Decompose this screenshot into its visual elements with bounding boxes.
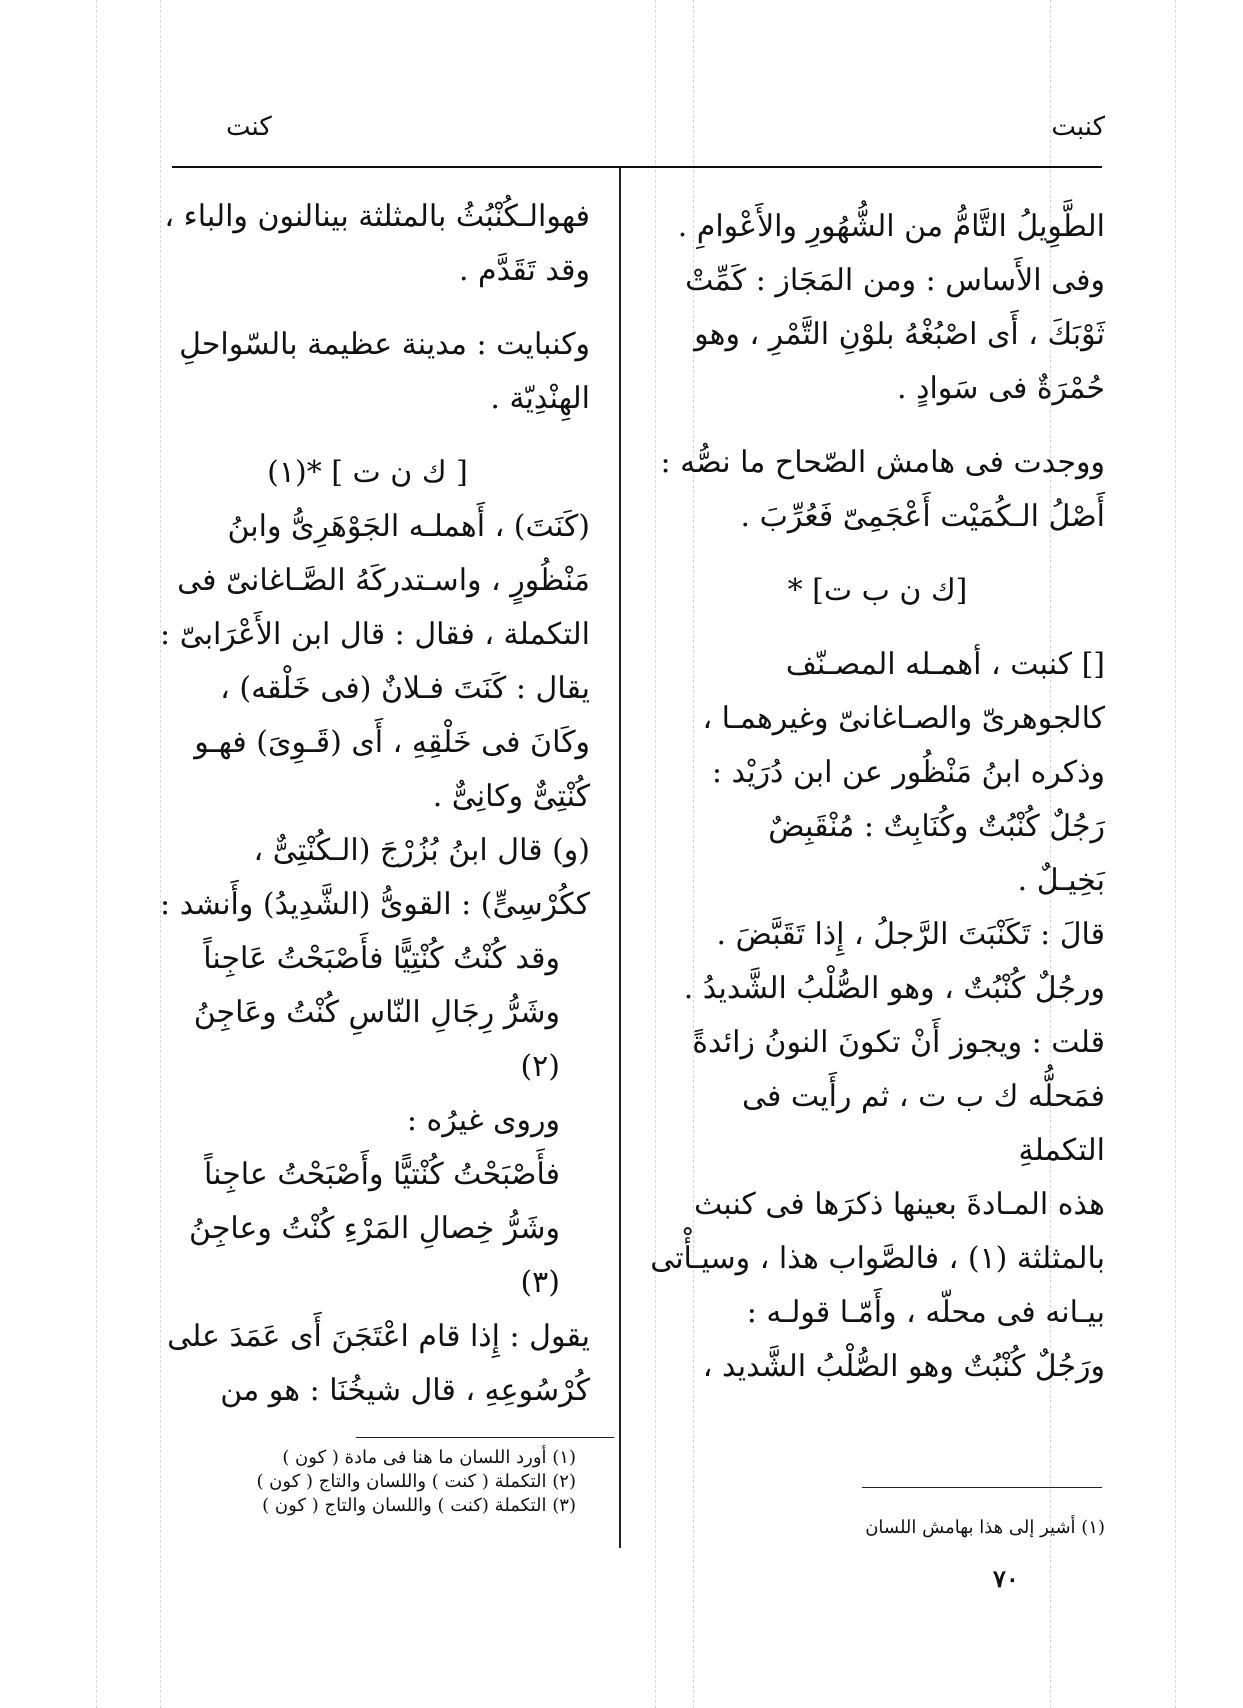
text-line: وكَانَ فى خَلْقِهِ ، أَى (قَـوِىَ) فهـو bbox=[194, 725, 590, 760]
text-line: فمَحلُّه ك ب ت ، ثم رأَيت فى التكملةِ bbox=[741, 1079, 1105, 1168]
page-number: ٧٠ bbox=[993, 1564, 1019, 1593]
text-line: فهوالـكُنْبُثُ بالمثلثة بينالنون والباء ، bbox=[164, 199, 590, 234]
right-column bbox=[650, 200, 1105, 1394]
text-line: بَخِيـلٌ . bbox=[1017, 863, 1105, 898]
text-line: التكملة ، فقال : قال ابن الأَعْرَابىّ : bbox=[160, 617, 590, 652]
verse-line: وشَرُّ خِصالِ المَرْءِ كُنْتُ وعاجِنُ (٣) bbox=[188, 1211, 560, 1300]
column-divider bbox=[619, 168, 621, 1548]
text-line: ورَجُلٌ كُنْبُتٌ وهو الصُّلْبُ الشَّديد ، bbox=[702, 1349, 1105, 1384]
text-line: ووجدت فى هامش الصّحاح ما نصُّه : bbox=[660, 445, 1105, 480]
text-line: هذه المـادةَ بعينها ذكرَها فى كنبث bbox=[693, 1187, 1105, 1222]
header-rule bbox=[172, 166, 1102, 168]
text-line: رَجُلٌ كُنْبُتٌ وكُنَابِتٌ : مُنْقَبِضٌ bbox=[768, 809, 1105, 844]
text-line: وكنبايت : مدينة عظيمة بالسّواحلِ bbox=[179, 327, 590, 362]
entry-heading: [ك ن ب ت] * bbox=[787, 573, 968, 608]
text-line: الطَّوِيلُ التَّامُّ من الشُّهُورِ والأَعْوامِ . bbox=[677, 209, 1105, 244]
entry-heading: [ ك ن ت ] *(١) bbox=[267, 455, 468, 490]
footnotes-right bbox=[665, 1516, 1105, 1540]
text-line: بيـانه فى محلّه ، وأَمّـا قولـه : bbox=[746, 1295, 1105, 1330]
text-line: وروى غيرُه : bbox=[406, 1103, 560, 1138]
verse-line: فأَصْبَحْتُ كُنْتيًّا وأَصْبَحْتُ عاجِناً bbox=[204, 1157, 560, 1192]
text-line: كُرْسُوعِهِ ، قال شيخُنَا : هو من bbox=[220, 1373, 590, 1408]
text-line: (كَنَتَ) ، أَهملـه الجَوْهَرِىُّ وابنُ bbox=[227, 509, 590, 544]
text-line: ثَوْبَكَ ، أَى اصْبُغْهُ بلوْنِ التَّمْرِ ، وهو bbox=[694, 317, 1105, 352]
text-line: يقول : إِذا قام اعْتَجَنَ أَى عَمَدَ على bbox=[167, 1319, 590, 1354]
footnote: (٣) التكملة (كنت ) واللسان والتاج ( كون ) bbox=[262, 1495, 576, 1516]
text-line: يقال : كَنَتَ فـلانٌ (فى خَلْقه) ، bbox=[220, 671, 590, 706]
footnote-rule bbox=[862, 1487, 1102, 1488]
text-line: ككُرْسِىٍّ) : القوىُّ (الشَّدِيدُ) وأَنشد : bbox=[160, 887, 590, 922]
text-line: حُمْرَةٌ فى سَوادٍ . bbox=[897, 371, 1105, 406]
verse-line: وقد كُنْتُ كُنْتِيًّا فأَصْبَحْتُ عَاجِناً bbox=[203, 941, 560, 976]
text-line: وذكره ابنُ مَنْظُور عن ابن دُرَيْد : bbox=[711, 755, 1105, 790]
text-line: وقد تَقَدَّم . bbox=[458, 253, 590, 288]
running-header-left: كنت bbox=[226, 112, 272, 142]
text-line: كالجوهرىّ والصـاغانىّ وغيرهمـا ، bbox=[702, 701, 1105, 736]
text-line: أَصْلُ الـكُمَيْت أَعْجَمِىّ فَعُرِّبَ . bbox=[740, 499, 1105, 534]
text-line: ورجُلٌ كُنْبُتٌ ، وهو الصُّلْبُ الشَّديدُ . bbox=[683, 971, 1105, 1006]
text-line: بالمثلثة (١) ، فالصَّواب هذا ، وسيـأْتى bbox=[650, 1241, 1105, 1276]
footnote: (٢) التكملة ( كنت ) واللسان والتاج ( كون ) bbox=[256, 1471, 576, 1492]
verse-line: وشَرُّ رِجَالِ النّاسِ كُنْتُ وعَاجِنُ (٢) bbox=[193, 995, 560, 1084]
footnote-rule bbox=[356, 1437, 614, 1438]
left-column bbox=[145, 190, 590, 1418]
footnote: (١) أشير إلى هذا بهامش اللسان bbox=[865, 1517, 1105, 1538]
scan-guide-line bbox=[1175, 0, 1176, 1708]
footnotes-left bbox=[156, 1446, 576, 1518]
text-line: الهِنْدِيّة . bbox=[490, 381, 590, 416]
text-line: [] كنبت ، أهمـله المصـنّف bbox=[785, 647, 1105, 682]
text-line: (و) قال ابنُ بُزُرْجَ (الـكُنْتِىٌّ ، bbox=[253, 833, 590, 868]
running-header-right: كنبت bbox=[1051, 112, 1105, 142]
scan-guide-line bbox=[96, 0, 97, 1708]
footnote: (١) أورد اللسان ما هنا فى مادة ( كون ) bbox=[282, 1447, 576, 1468]
text-line: مَنْظُورٍ ، واسـتدركَهُ الصَّـاغانىّ فى bbox=[177, 563, 590, 598]
text-line: كُنْتِىٌّ وكانِىٌّ . bbox=[432, 779, 590, 814]
text-line: وفى الأَساس : ومن المَجَاز : كَمِّتْ bbox=[685, 263, 1105, 298]
text-line: قلت : ويجوز أَنْ تكونَ النونُ زائدةً bbox=[692, 1025, 1105, 1060]
text-line: قالَ : تَكَنْبَتَ الرَّجلُ ، إِذا تَقَبَّضَ . bbox=[716, 917, 1105, 952]
